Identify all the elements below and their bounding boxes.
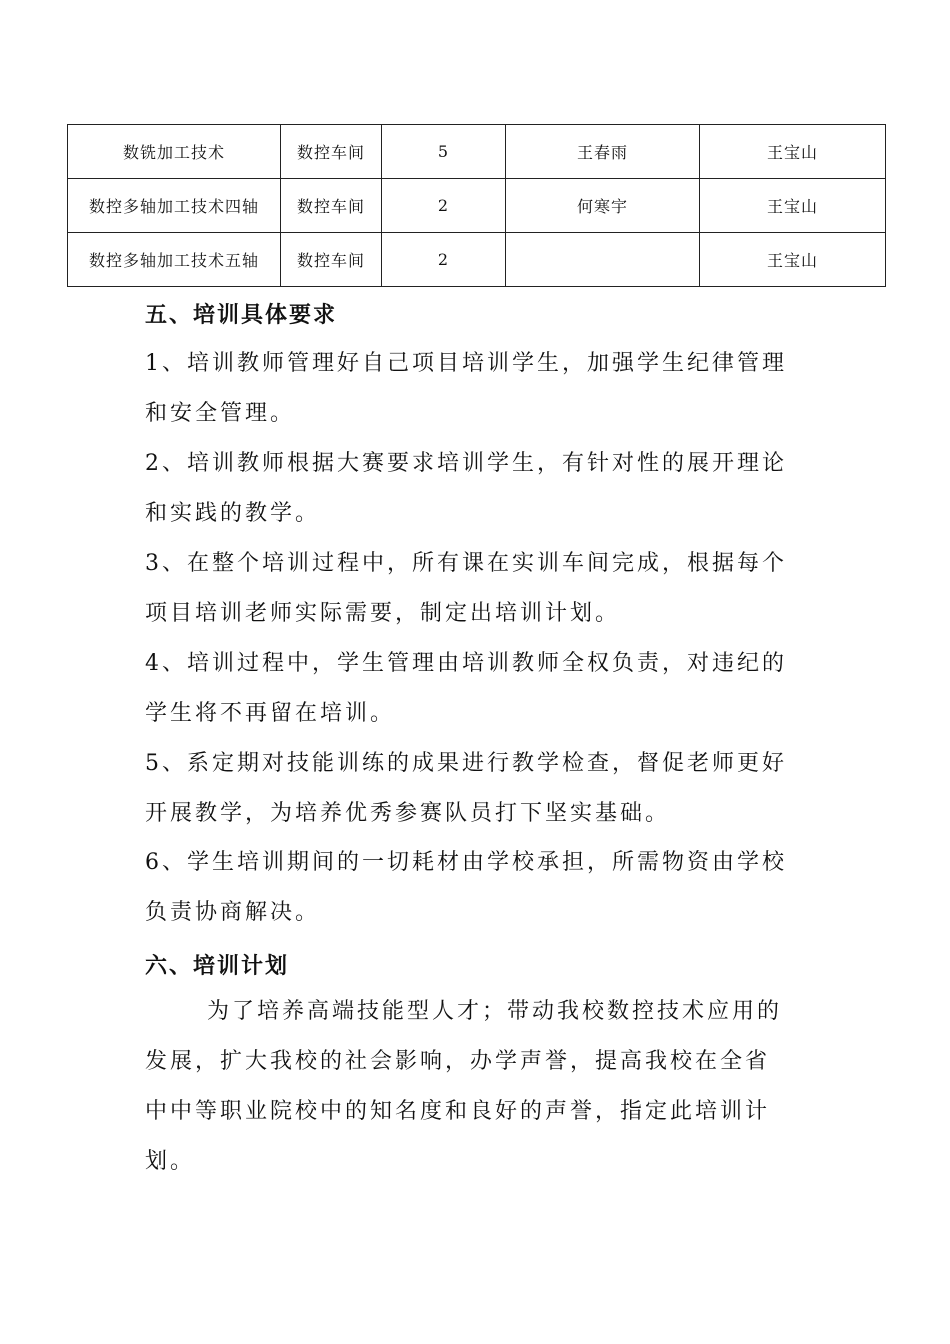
paragraph-line: 4、培训过程中，学生管理由培训教师全权负责，对违纪的	[145, 651, 787, 676]
cell-count: 2	[382, 179, 506, 233]
paragraph-line: 发展，扩大我校的社会影响，办学声誉，提高我校在全省	[145, 1049, 771, 1074]
cell-teacher: 王春雨	[506, 125, 700, 179]
paragraph-line: 为了培养高端技能型人才；带动我校数控技术应用的	[207, 999, 783, 1024]
paragraph-line: 和实践的教学。	[145, 501, 321, 526]
cell-manager: 王宝山	[700, 233, 886, 287]
requirement-item-6	[145, 838, 815, 938]
table-row	[68, 125, 886, 179]
cell-location: 数控车间	[281, 233, 382, 287]
requirement-item-1	[145, 339, 815, 439]
paragraph-line: 划。	[145, 1149, 196, 1174]
paragraph-line: 开展教学，为培养优秀参赛队员打下坚实基础。	[145, 801, 671, 826]
section-five-heading: 五、培训具体要求	[145, 302, 338, 328]
paragraph-line: 1、培训教师管理好自己项目培训学生，加强学生纪律管理	[145, 351, 787, 376]
paragraph-line: 学生将不再留在培训。	[145, 701, 396, 726]
cell-project: 数控多轴加工技术五轴	[68, 233, 281, 287]
cell-count: 2	[382, 233, 506, 287]
training-plan-paragraph	[145, 987, 815, 1187]
table-row	[68, 233, 886, 287]
cell-teacher: 何寒宇	[506, 179, 700, 233]
requirement-item-4	[145, 639, 815, 739]
requirement-item-3	[145, 539, 815, 639]
paragraph-line: 6、学生培训期间的一切耗材由学校承担，所需物资由学校	[145, 850, 787, 875]
requirement-item-2	[145, 439, 815, 539]
section-six-heading: 六、培训计划	[145, 953, 290, 979]
paragraph-line: 2、培训教师根据大赛要求培训学生，有针对性的展开理论	[145, 451, 787, 476]
paragraph-line: 项目培训老师实际需要，制定出培训计划。	[145, 601, 621, 626]
cell-count: 5	[382, 125, 506, 179]
cell-teacher	[506, 233, 700, 287]
paragraph-line: 和安全管理。	[145, 401, 296, 426]
table-row	[68, 179, 886, 233]
cell-project: 数控多轴加工技术四轴	[68, 179, 281, 233]
requirement-item-5	[145, 739, 815, 839]
cell-location: 数控车间	[281, 125, 382, 179]
cell-manager: 王宝山	[700, 125, 886, 179]
paragraph-line: 中中等职业院校中的知名度和良好的声誉，指定此培训计	[145, 1099, 771, 1124]
cell-project: 数铣加工技术	[68, 125, 281, 179]
cell-location: 数控车间	[281, 179, 382, 233]
paragraph-line: 3、在整个培训过程中，所有课在实训车间完成，根据每个	[145, 551, 787, 576]
training-table	[67, 124, 886, 287]
cell-manager: 王宝山	[700, 179, 886, 233]
paragraph-line: 5、系定期对技能训练的成果进行教学检查，督促老师更好	[145, 751, 787, 776]
paragraph-line: 负责协商解决。	[145, 900, 321, 925]
